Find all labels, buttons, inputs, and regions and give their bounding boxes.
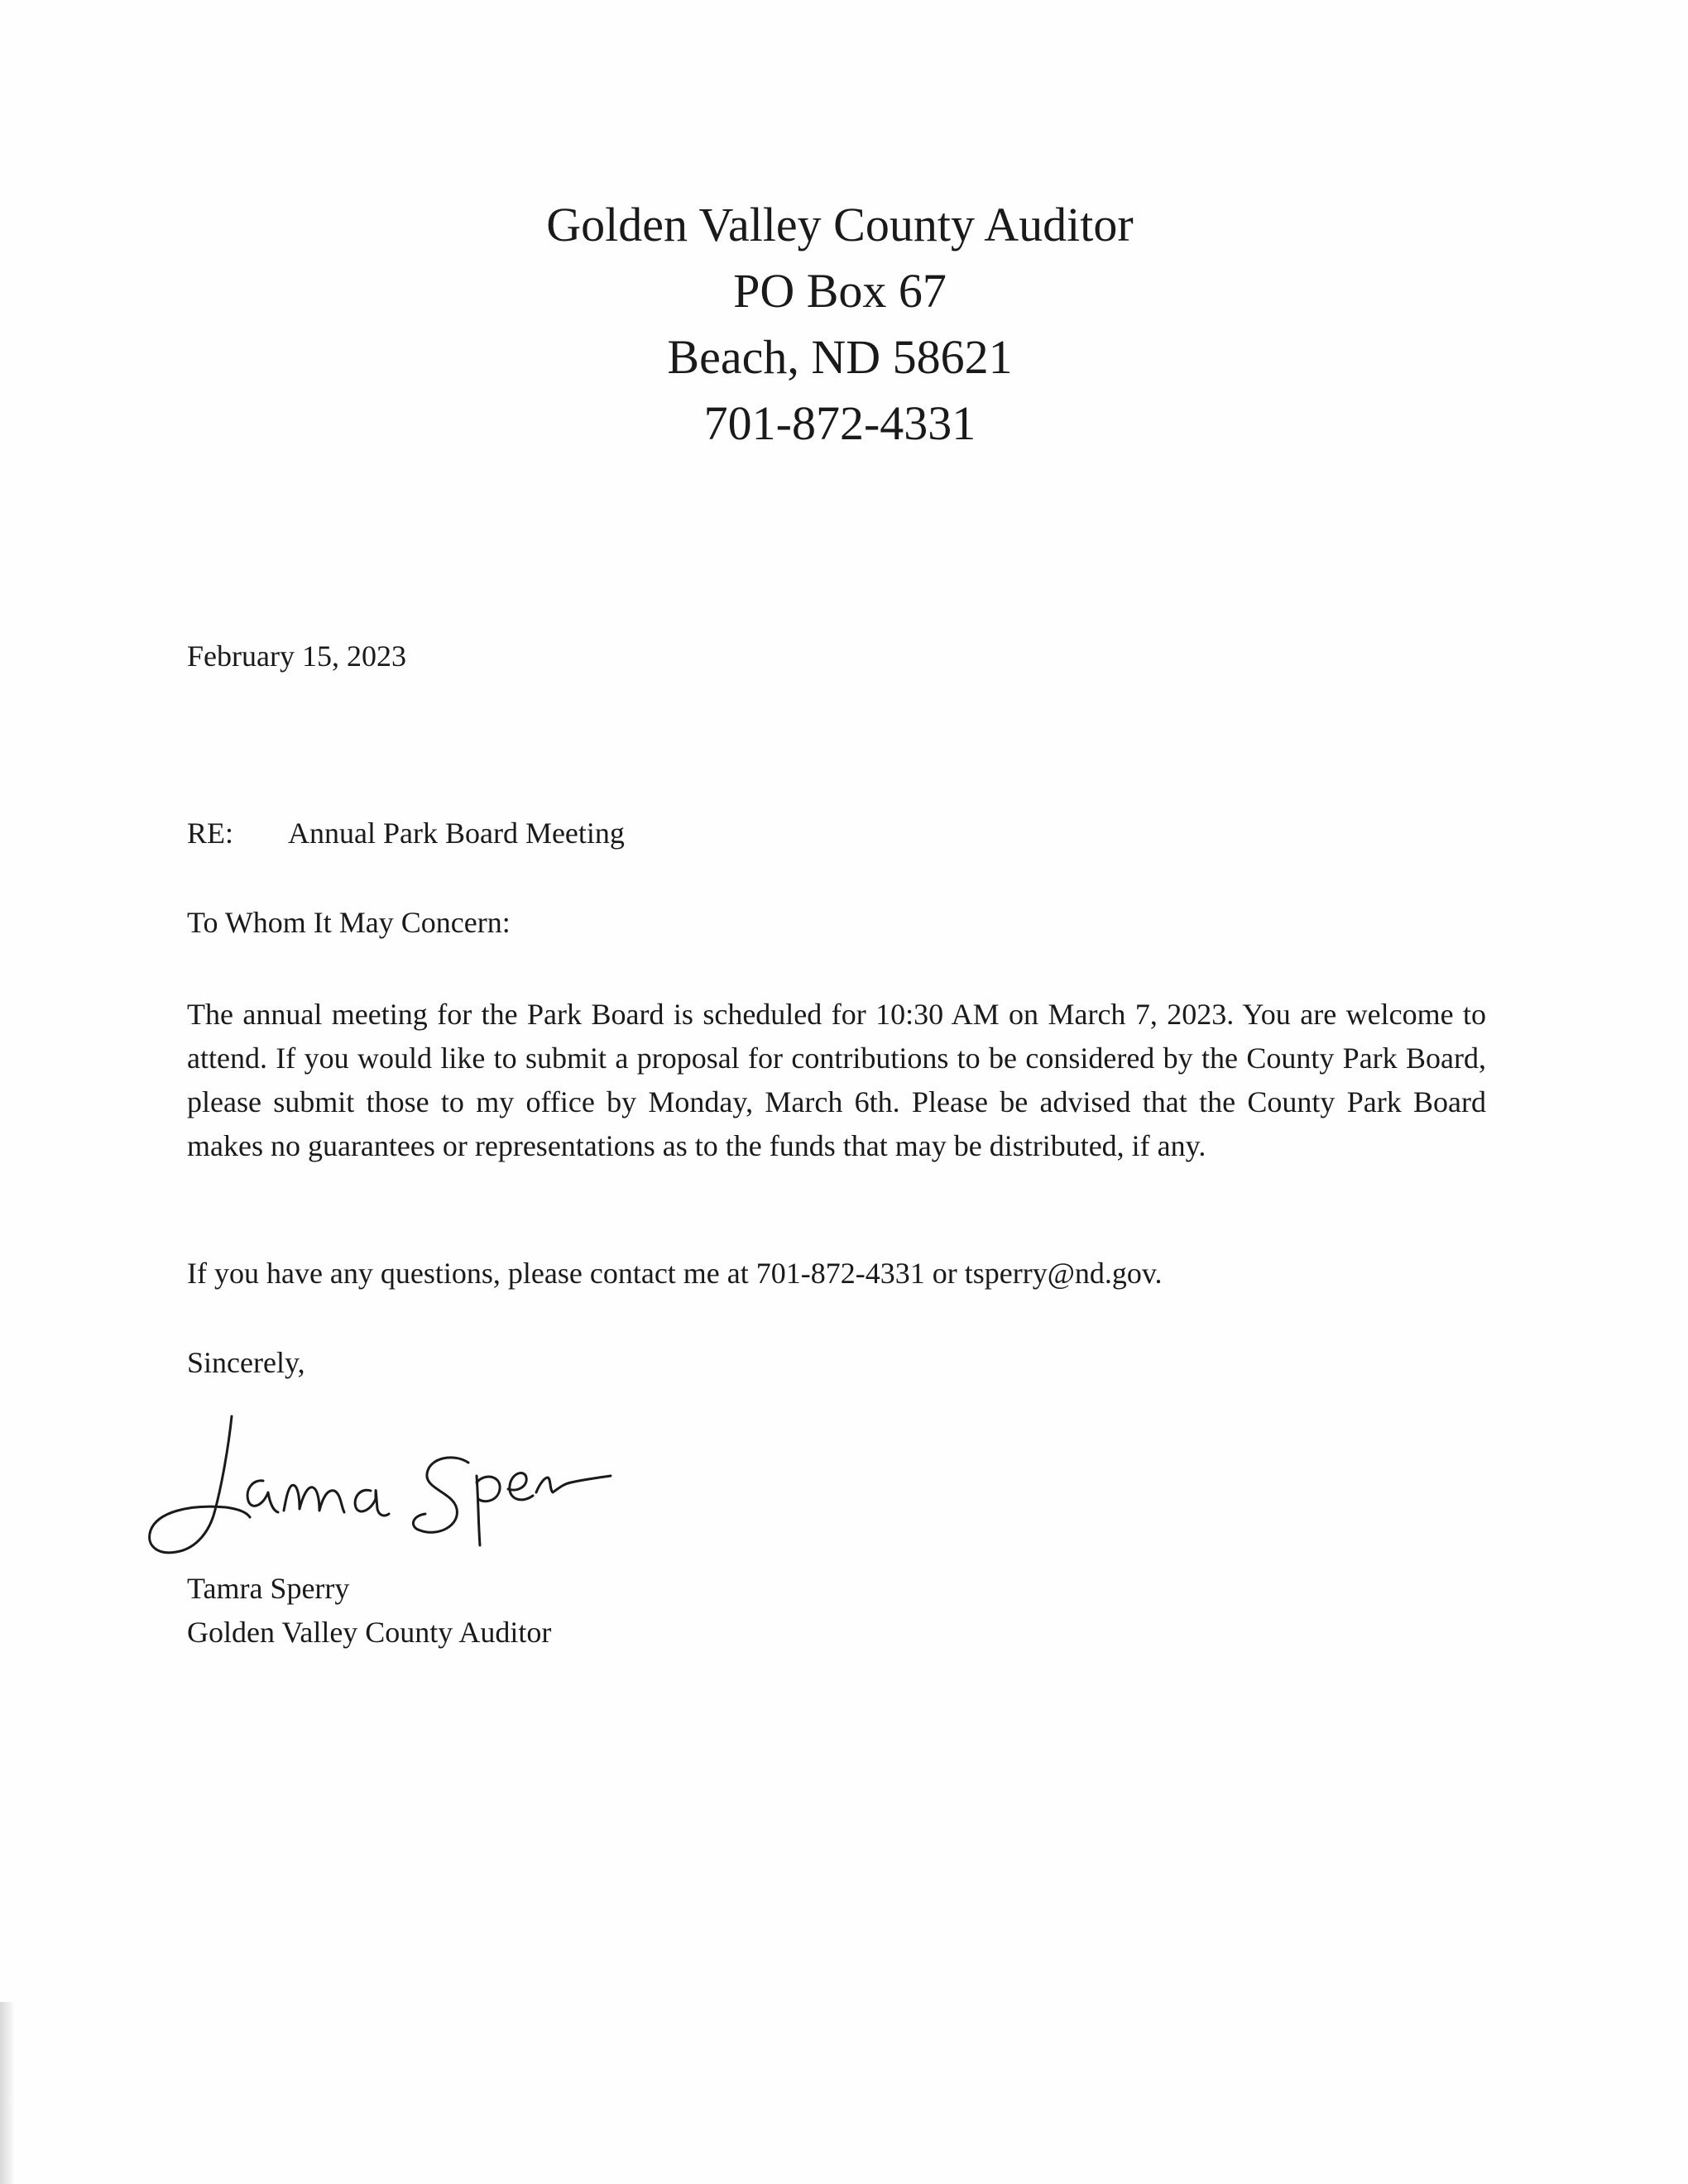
letterhead-phone: 701-872-4331 — [703, 396, 976, 450]
signer-title: Golden Valley County Auditor — [187, 1616, 552, 1649]
letterhead-city-state-zip: Beach, ND 58621 — [667, 330, 1013, 384]
re-subject: Annual Park Board Meeting — [288, 817, 625, 850]
handwritten-signature — [139, 1406, 619, 1572]
letterhead-office: Golden Valley County Auditor — [546, 198, 1134, 251]
scan-edge-shadow — [0, 2002, 15, 2184]
body-paragraph: The annual meeting for the Park Board is scheduled for 10:30 AM on March 7, 2023. You are welcome to attend. If you would like to submit a proposal for contributions to be considered by the County Park Board, please submit those to my office by Monday, March 6th. Please be advised that the County Park Board makes no guarantees or representations as to the funds that may be distributed, if any. — [187, 998, 1486, 1162]
questions-paragraph: If you have any questions, please contact me at 701-872-4331 or tsperry@nd.gov. — [187, 1257, 1163, 1290]
letter-date: February 15, 2023 — [187, 639, 406, 673]
re-label: RE: — [187, 817, 234, 850]
re-line — [187, 816, 625, 850]
salutation: To Whom It May Concern: — [187, 906, 511, 939]
signer-block — [187, 1567, 551, 1655]
letterhead-po-box: PO Box 67 — [733, 264, 947, 318]
closing: Sincerely, — [187, 1346, 305, 1379]
signer-name: Tamra Sperry — [187, 1572, 350, 1605]
letterhead — [0, 192, 1680, 457]
